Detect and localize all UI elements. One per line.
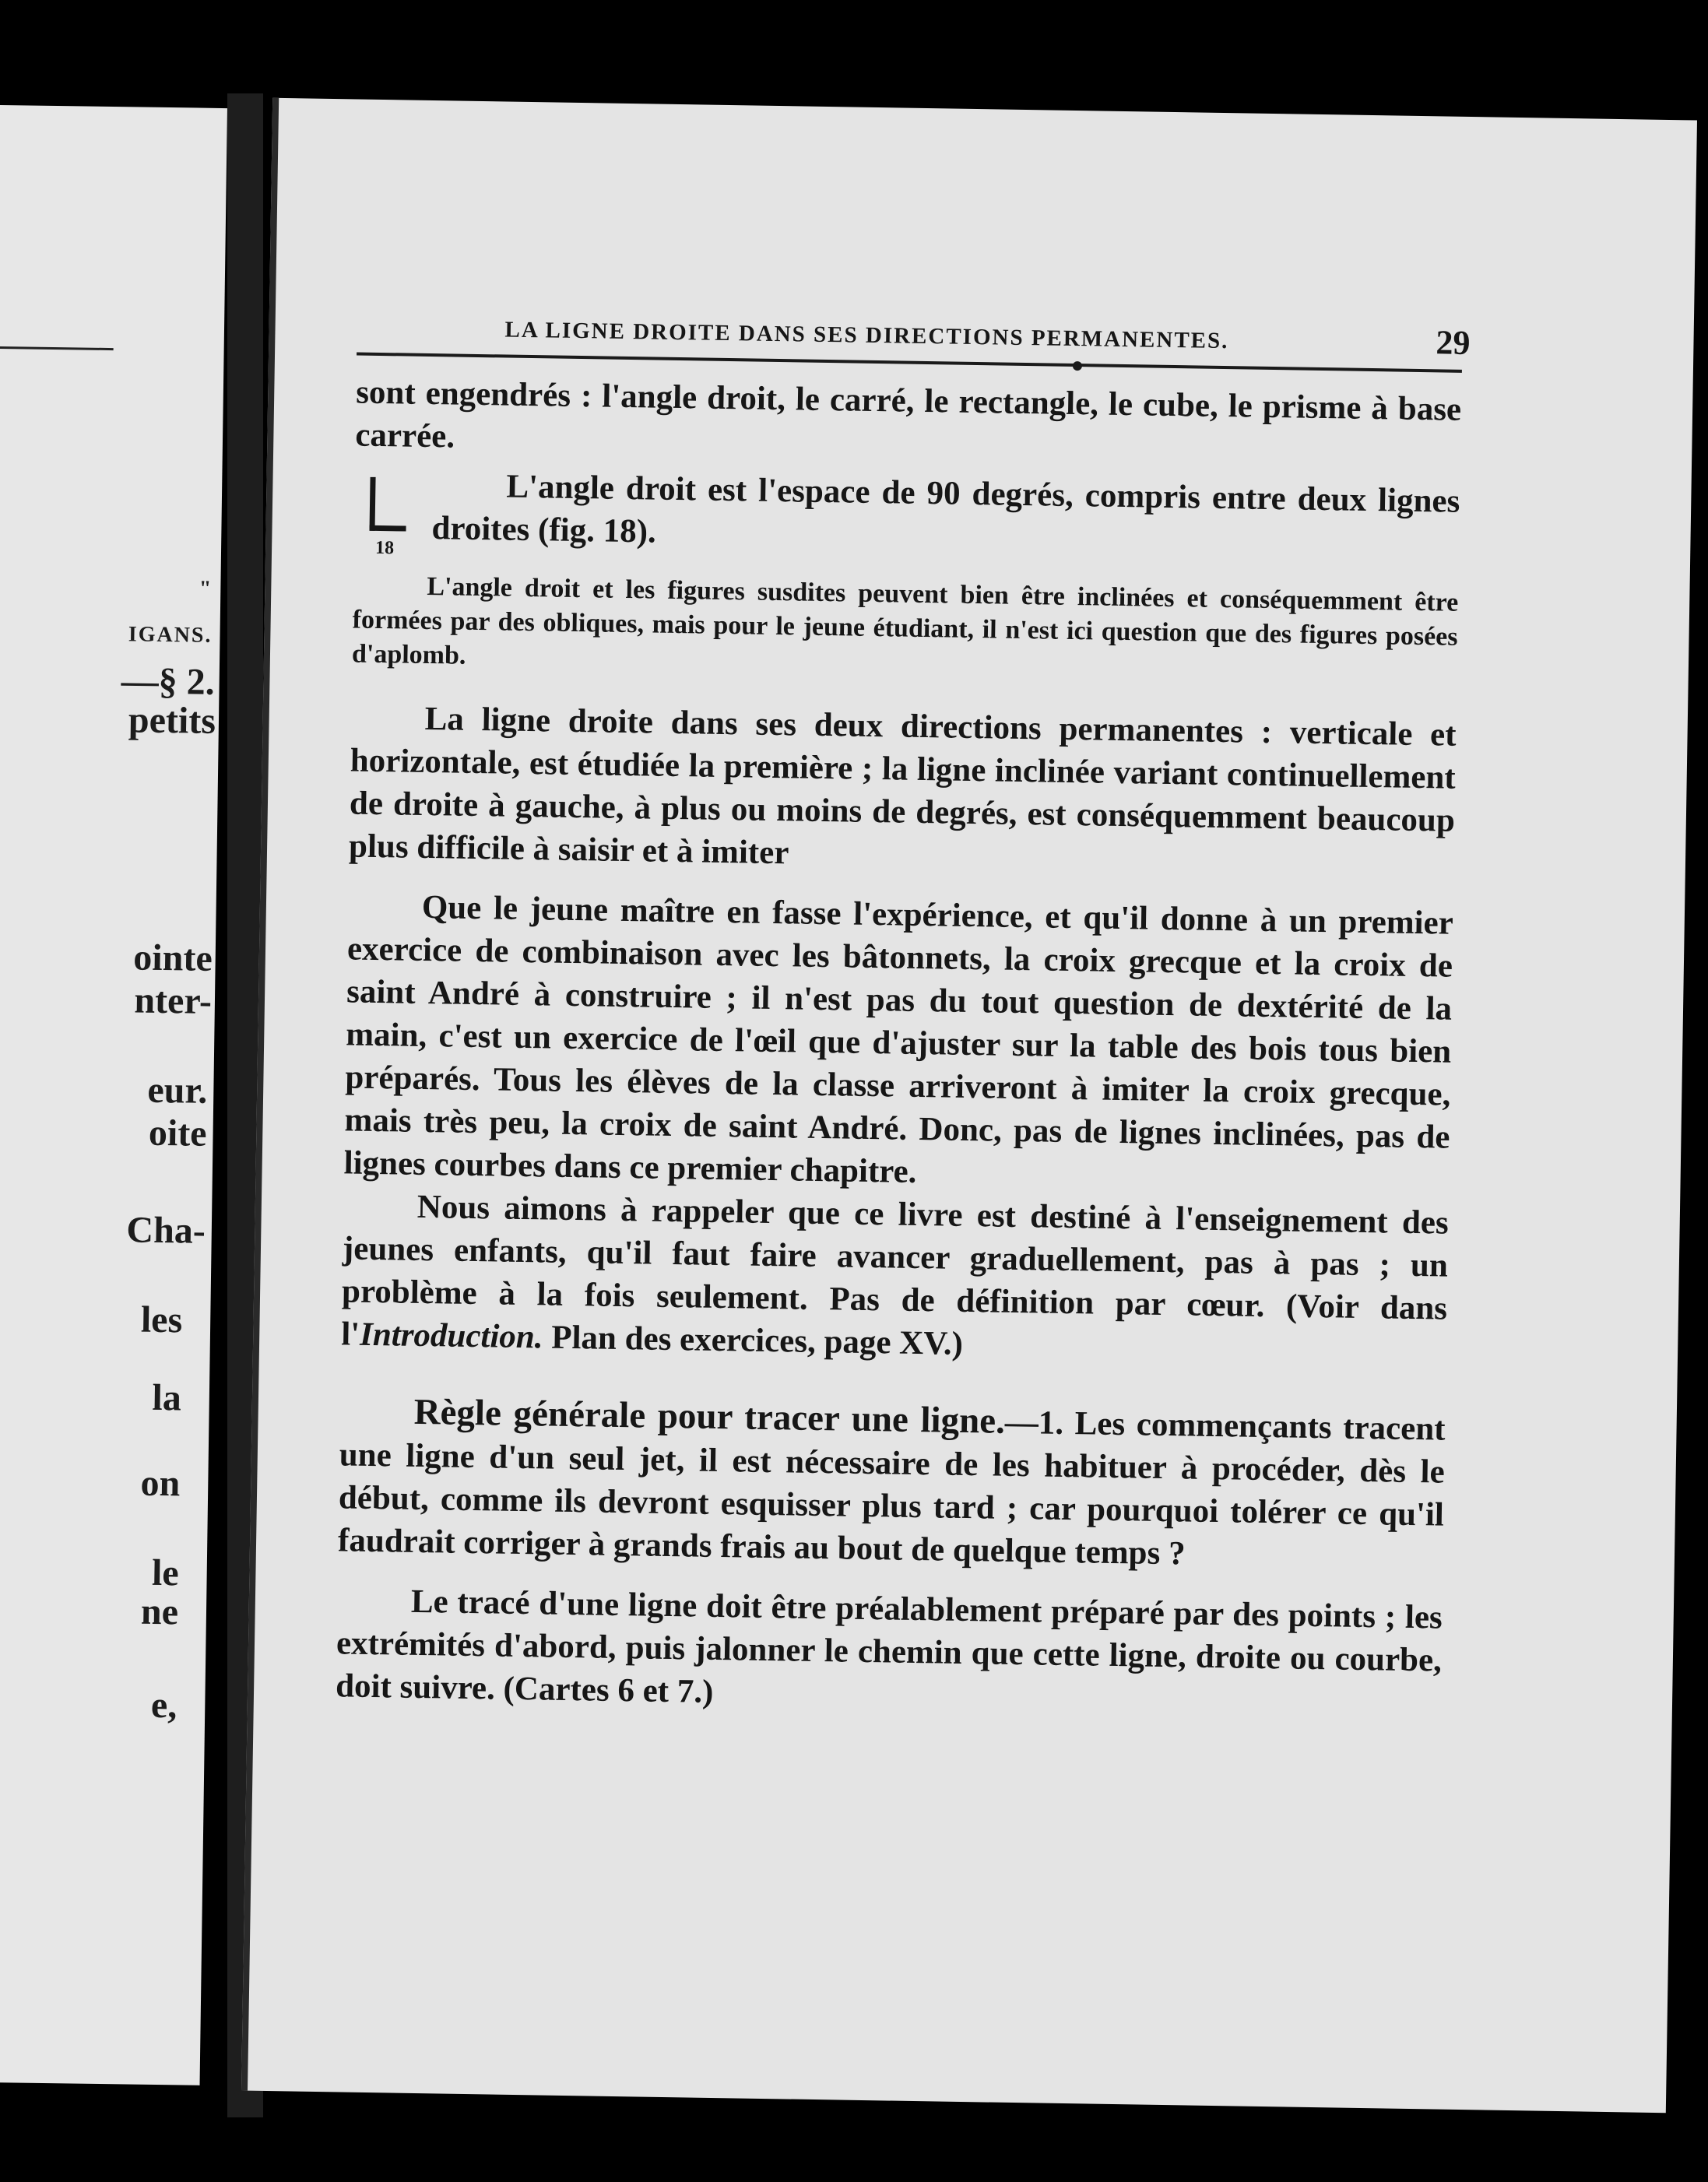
right-page (241, 98, 1697, 2113)
paragraph-continuation: sont engendrés : l'angle droit, le carré, le rectangle, le cube, le prisme à base carrée. (355, 374, 1462, 455)
paragraph-teaching-b: Plan des exercices, page XV.) (543, 1319, 964, 1362)
left-page-text-fragment: oite (148, 1112, 207, 1154)
note-paragraph: L'angle droit et les figures susdites peuvent bien être inclinées et conséquemment être formées par des obliques, mais pour le jeune étudiant, il n'est ici question que des figures posées d'aplomb. (351, 571, 1459, 670)
right-angle-figure (370, 477, 407, 532)
left-page-text-fragment: la (152, 1376, 182, 1419)
left-page-text-fragment: Cha- (126, 1209, 206, 1252)
page-content (335, 306, 1471, 1725)
figure-text: L'angle droit est l'espace de 90 degrés, compris entre deux lignes droites (fig. 18). (431, 468, 1460, 550)
left-page-text-fragment: IGANS. (128, 622, 213, 648)
figure-number: 18 (374, 537, 395, 559)
paragraph-tracing: Le tracé d'une ligne doit être préalablement préparé par des points ; les extrémités d'abord, puis jalonner le chemin que cette ligne, droite ou courbe, doit suivre. (Cartes 6 et 7.) (335, 1583, 1443, 1710)
left-page (0, 105, 227, 2085)
left-page-text-fragment: on (140, 1462, 181, 1505)
page-number: 29 (1436, 323, 1471, 362)
left-page-text-fragment: e, (150, 1684, 177, 1727)
paragraph-teaching-a: Nous aimons à rappeler que ce livre est destiné à l'enseignement des jeunes enfants, qu'il faut faire avancer graduellement, pas à pas ; un problème à la fois seulement. Pas de définition par cœur. (Voir dans l' (340, 1188, 1450, 1353)
rule-text: —1. Les commençants tracent une ligne d'un seul jet, il est nécessaire de les habituer à procéder, dès le début, comme ils devront esquisser plus tard ; car pourquoi tolérer ce qu'il faudrait corriger à grands frais au bout de quelque temps ? (337, 1404, 1446, 1572)
left-page-text-fragment: " (199, 576, 213, 601)
figure-paragraph (353, 463, 1460, 566)
left-page-text-fragment: eur. (147, 1069, 208, 1112)
left-page-fragments (0, 105, 227, 1727)
rule-heading: Règle générale pour tracer une ligne. (413, 1391, 1006, 1442)
left-page-rule (0, 346, 114, 350)
paragraph-directions: La ligne droite dans ses deux directions permanentes : verticale et horizontale, est étudiée la première ; la ligne inclinée variant continuellement de droite à gauche, à plus ou moins de degrés, est conséquemment beaucoup plus difficile à saisir et à imiter (348, 700, 1457, 872)
left-page-text-fragment: —§ 2. (121, 660, 216, 703)
left-page-text-fragment: nter- (134, 979, 213, 1022)
paragraph-teaching (341, 1184, 1449, 1372)
rule-paragraph (338, 1390, 1446, 1579)
paragraph-experience: Que le jeune maître en fasse l'expérience, et qu'il donne à un premier exercice de combinaison avec les bâtonnets, la croix grecque et la croix de saint André à construire ; il n'est pas du tout question de dextérité de la main, c'est un exercice de l'œil que d'ajuster sur la table des bois tous bien préparés. Tous les élèves de la classe arriveront à imiter la croix grecque, mais très peu, la croix de saint André. Donc, pas de lignes inclinées, pas de lignes courbes dans ce premier chapitre. (343, 888, 1454, 1190)
introduction-reference: Introduction. (359, 1316, 543, 1356)
running-head (357, 306, 1471, 373)
left-page-text-fragment: les (140, 1298, 183, 1341)
left-page-text-fragment: petits (128, 699, 216, 742)
left-page-text-fragment: le (151, 1551, 180, 1594)
header-rule-dot (1073, 361, 1082, 371)
left-page-text-fragment: ointe (133, 936, 213, 979)
running-title: LA LIGNE DROITE DANS SES DIRECTIONS PERMANENTES. (504, 317, 1229, 354)
left-page-text-fragment: ne (140, 1590, 179, 1633)
